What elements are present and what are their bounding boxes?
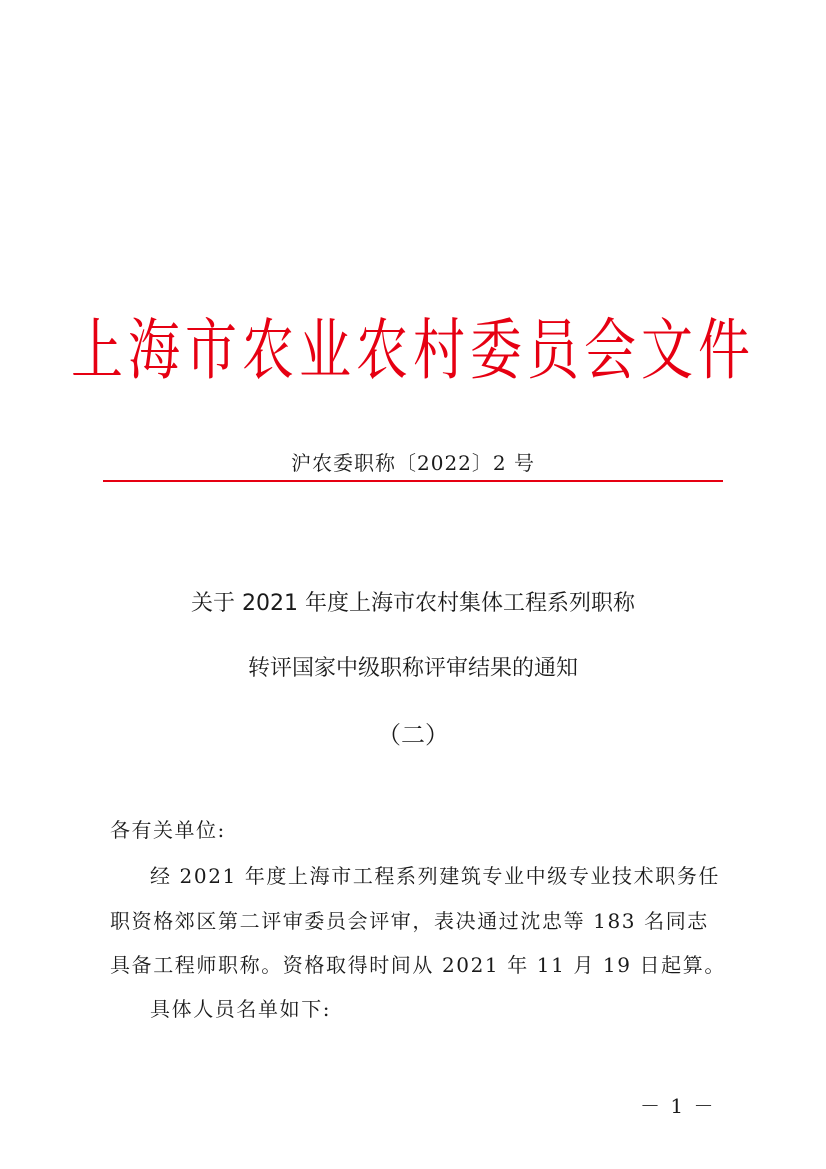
document-number: 沪农委职称〔2022〕2 号 — [291, 451, 535, 475]
page-number: － 1 － — [640, 1094, 716, 1118]
body-line-3: 具备工程师职称。资格取得时间从 2021 年 11 月 19 日起算。 — [110, 953, 726, 977]
red-divider-line — [103, 480, 723, 482]
notice-title-line-2: 转评国家中级职称评审结果的通知 — [247, 656, 578, 681]
notice-title-line-3: （二） — [377, 721, 449, 749]
salutation: 各有关单位: — [110, 818, 226, 842]
letterhead-title: 上海市农业农村委员会文件 — [70, 312, 755, 390]
body-line-2: 职资格郊区第二评审委员会评审，表决通过沈忠等 183 名同志 — [110, 909, 709, 933]
notice-title-line-1: 关于 2021 年度上海市农村集体工程系列职称 — [191, 591, 635, 616]
body-line-4: 具体人员名单如下: — [150, 997, 332, 1021]
body-line-1: 经 2021 年度上海市工程系列建筑专业中级专业技术职务任 — [150, 864, 721, 888]
